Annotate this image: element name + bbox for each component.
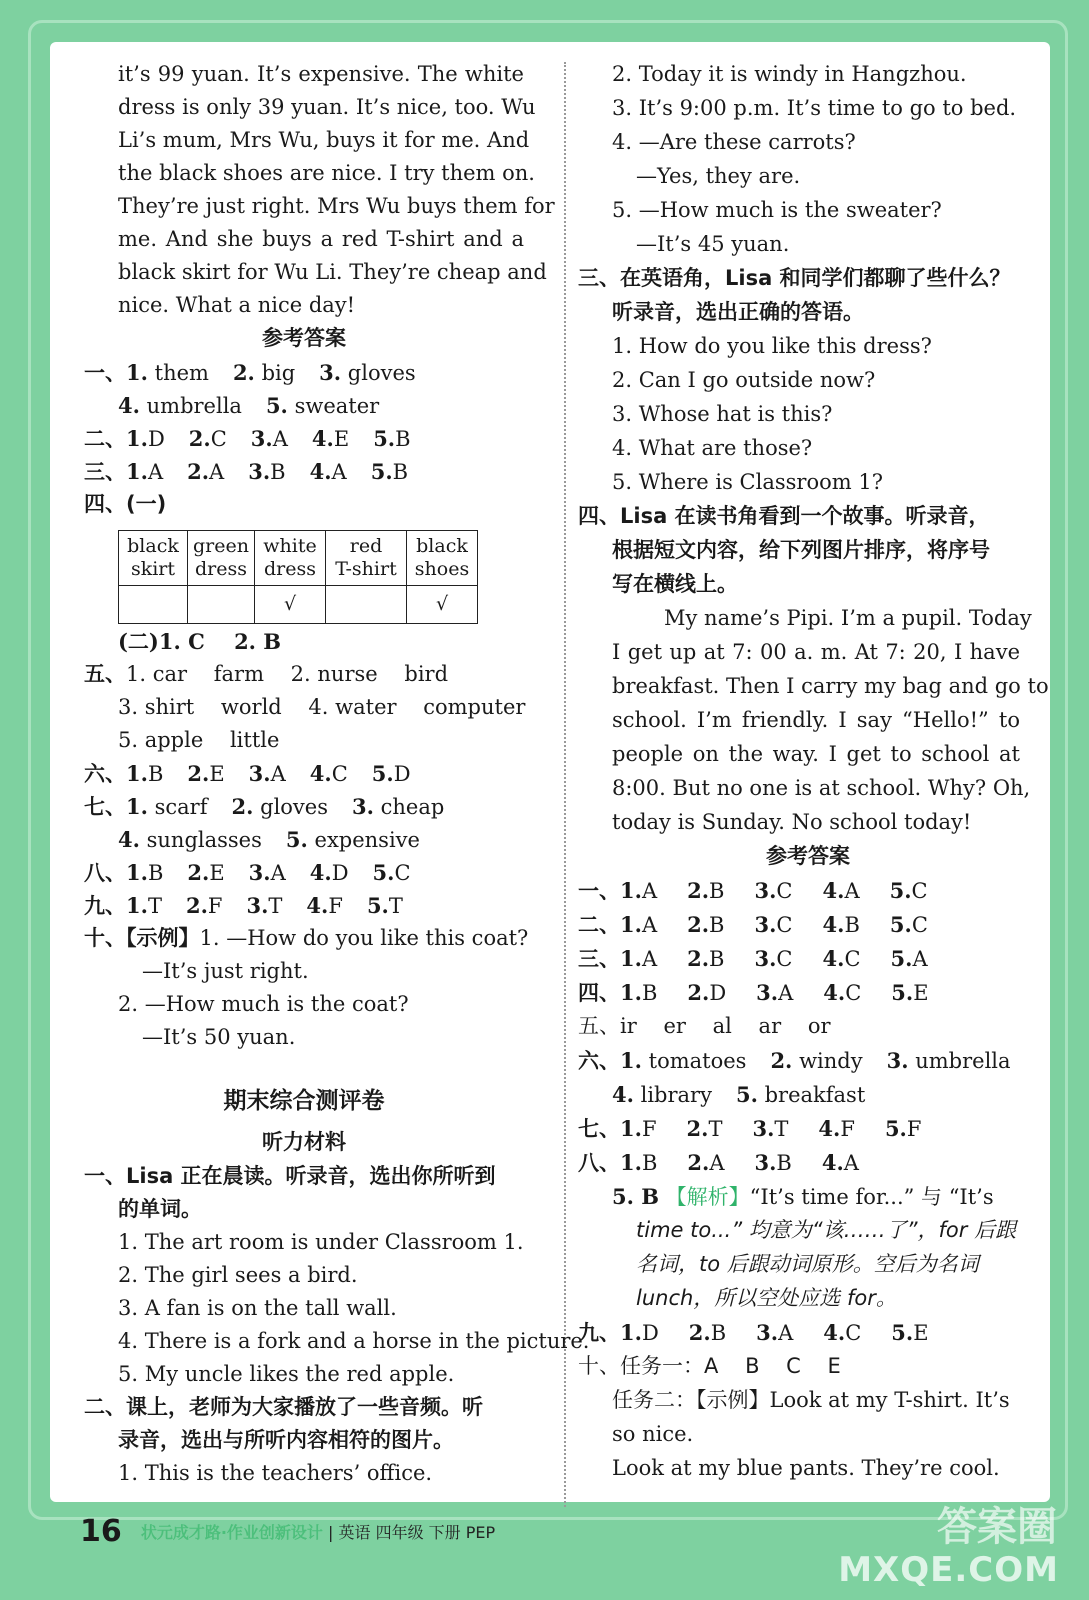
analysis-line: 名词，to 后跟动词原形。空后为名词 (636, 1252, 979, 1276)
story-line: it’s 99 yuan. It’s expensive. The white (118, 62, 524, 86)
answer-row-10d: —It’s 50 yuan. (142, 1025, 296, 1049)
answer-row-r10d: Look at my blue pants. They’re cool. (612, 1456, 1000, 1480)
story-line: dress is only 39 yuan. It’s nice, too. Wu (118, 95, 536, 119)
answer-row-5c: 5. apple little (118, 728, 280, 752)
answer-row-8: 八、1.B 2.E 3.A 4.D 5.C (84, 860, 411, 885)
story-line: the black shoes are nice. I try them on. (118, 161, 535, 185)
answer-row-10c: 2. —How much is the coat? (118, 992, 409, 1016)
list-item: 4. There is a fork and a horse in the picture. (118, 1329, 590, 1353)
answer-row-2: 二、1.D 2.C 3.A 4.E 5.B (84, 426, 411, 451)
analysis-line: time to...” 均意为“该……了”，for 后跟 (636, 1218, 1017, 1242)
answer-row-3: 三、1.A 2.A 3.B 4.A 5.B (84, 459, 409, 484)
listening-heading: 听力材料 (262, 1130, 346, 1154)
answer-row-r10b: 任务二：【示例】Look at my T-shirt. It’s (612, 1388, 1010, 1412)
list-item: 4. —Are these carrots? (612, 130, 856, 154)
table-header-cell: red T-shirt (326, 531, 407, 586)
list-item: 5. Where is Classroom 1? (612, 470, 883, 494)
question-2-instruction: 二、课上，老师为大家播放了一些音频。听 (84, 1395, 483, 1419)
question-2-instruction: 录音，选出与所听内容相符的图片。 (118, 1428, 454, 1452)
question-4-instruction: 根据短文内容，给下列图片排序，将序号 (612, 538, 990, 562)
table-header-cell: white dress (255, 531, 326, 586)
answer-row-r6b: 4. library 5. breakfast (612, 1082, 866, 1107)
table-mark-cell: √ (255, 586, 326, 624)
list-item: 5. —How much is the sweater? (612, 198, 942, 222)
answer-row-r4: 四、1.B 2.D 3.A 4.C 5.E (578, 980, 929, 1005)
analysis-line: lunch，所以空处应选 for。 (636, 1286, 897, 1310)
answer-row-r3: 三、1.A 2.B 3.C 4.C 5.A (578, 946, 928, 971)
answer-row-r7: 七、1.F 2.T 3.T 4.F 5.F (578, 1116, 922, 1141)
answer-row-r6a: 六、1. tomatoes 2. windy 3. umbrella (578, 1048, 1011, 1073)
page-footer (80, 1514, 495, 1554)
answer-row-5b: 3. shirt world 4. water computer (118, 695, 526, 719)
list-item: 1. How do you like this dress? (612, 334, 932, 358)
answer-row-r1: 一、1.A 2.B 3.C 4.A 5.C (578, 878, 928, 903)
watermark-text: MXQE.COM (838, 1550, 1059, 1590)
answer-row-r10a: 十、任务一：A B C E (578, 1354, 841, 1378)
question-4-instruction: 写在横线上。 (612, 572, 738, 596)
story-line: today is Sunday. No school today! (612, 810, 972, 834)
list-item: 3. A fan is on the tall wall. (118, 1296, 397, 1320)
table-mark-cell (119, 586, 188, 624)
analysis-tag: 【解析】 (665, 1185, 750, 1209)
answer-row-7a: 七、1. scarf 2. gloves 3. cheap (84, 794, 445, 819)
answer-row-6: 六、1.B 2.E 3.A 4.C 5.D (84, 761, 411, 786)
story-line: people on the way. I get to school at (612, 742, 1020, 766)
answer-row-r10c: so nice. (612, 1422, 694, 1446)
subject-info: | 英语 四年级 下册 PEP (328, 1523, 496, 1542)
list-item: 3. It’s 9:00 p.m. It’s time to go to bed. (612, 96, 1017, 120)
story-line: I get up at 7: 00 a. m. At 7: 20, I have (612, 640, 1020, 664)
story-line: breakfast. Then I carry my bag and go to (612, 674, 1049, 698)
answer-row-9: 九、1.T 2.F 3.T 4.F 5.T (84, 893, 403, 918)
section-label: 一、 (84, 361, 126, 385)
list-item: 3. Whose hat is this? (612, 402, 833, 426)
list-item: 1. The art room is under Classroom 1. (118, 1230, 524, 1254)
list-item: 2. Today it is windy in Hangzhou. (612, 62, 967, 86)
question-1-instruction: 一、Lisa 正在晨读。听录音，选出你所听到 (84, 1164, 496, 1188)
answer-row-5a: 五、1. car farm 2. nurse bird (84, 662, 449, 686)
table-mark-cell (188, 586, 255, 624)
table-mark-cell: √ (407, 586, 478, 624)
list-item: —Yes, they are. (636, 164, 801, 188)
answer-row-1b: 4. umbrella 5. sweater (118, 393, 380, 418)
table-header-cell: black shoes (407, 531, 478, 586)
story-line: 8:00. But no one is at school. Why? Oh, (612, 776, 1031, 800)
table-header-cell: green dress (188, 531, 255, 586)
page-number: 16 (80, 1514, 122, 1549)
story-line: They’re just right. Mrs Wu buys them for (118, 194, 555, 218)
table-header-cell: black skirt (119, 531, 188, 586)
answer-row-10a: 十、【示例】1. —How do you like this coat? (84, 926, 529, 950)
answer-row-r5: 五、ir er al ar or (578, 1014, 831, 1038)
table-mark-cell (326, 586, 407, 624)
list-item: 2. Can I go outside now? (612, 368, 876, 392)
answer-table (118, 530, 478, 624)
answer-row-r8: 八、1.B 2.A 3.B 4.A (578, 1150, 859, 1175)
story-line: nice. What a nice day! (118, 293, 356, 317)
list-item: 5. My uncle likes the red apple. (118, 1362, 455, 1386)
story-line: me. And she buys a red T-shirt and a (118, 227, 524, 251)
story-line: black skirt for Wu Li. They’re cheap and (118, 260, 547, 284)
answer-row-4-label: 四、(一) (84, 492, 167, 516)
list-item: 1. This is the teachers’ office. (118, 1461, 433, 1485)
list-item: 2. The girl sees a bird. (118, 1263, 358, 1287)
column-divider (564, 62, 566, 1507)
answer-r8-5: 5. B 【解析】“It’s time for...” 与 “It’s (612, 1184, 994, 1209)
answer-row-1a: 一、1. them 2. big 3. gloves (84, 360, 416, 385)
story-line: Li’s mum, Mrs Wu, buys it for me. And (118, 128, 530, 152)
question-3-instruction: 听录音，选出正确的答语。 (612, 300, 864, 324)
answer-row-10b: —It’s just right. (142, 959, 309, 983)
list-item: —It’s 45 yuan. (636, 232, 790, 256)
answers-heading: 参考答案 (766, 844, 850, 868)
answer-row-7b: 4. sunglasses 5. expensive (118, 827, 420, 852)
series-name: 状元成才路·作业创新设计 (140, 1523, 323, 1542)
question-1-instruction: 的单词。 (118, 1197, 202, 1221)
question-4-instruction: 四、Lisa 在读书角看到一个故事。听录音， (578, 504, 990, 528)
answers-heading: 参考答案 (262, 326, 346, 350)
answer-row-r9: 九、1.D 2.B 3.A 4.C 5.E (578, 1320, 929, 1345)
story-line: school. I’m friendly. I say “Hello!” to (612, 708, 1020, 732)
exam-title: 期末综合测评卷 (223, 1088, 385, 1114)
watermark-logo: 答案圈 (937, 1504, 1057, 1550)
list-item: 4. What are those? (612, 436, 813, 460)
story-line: My name’s Pipi. I’m a pupil. Today (664, 606, 1032, 630)
answer-row-4-part2: (二)1. C 2. B (118, 629, 282, 654)
answer-row-r2: 二、1.A 2.B 3.C 4.B 5.C (578, 912, 928, 937)
question-3-instruction: 三、在英语角，Lisa 和同学们都聊了些什么？ (578, 266, 1011, 290)
